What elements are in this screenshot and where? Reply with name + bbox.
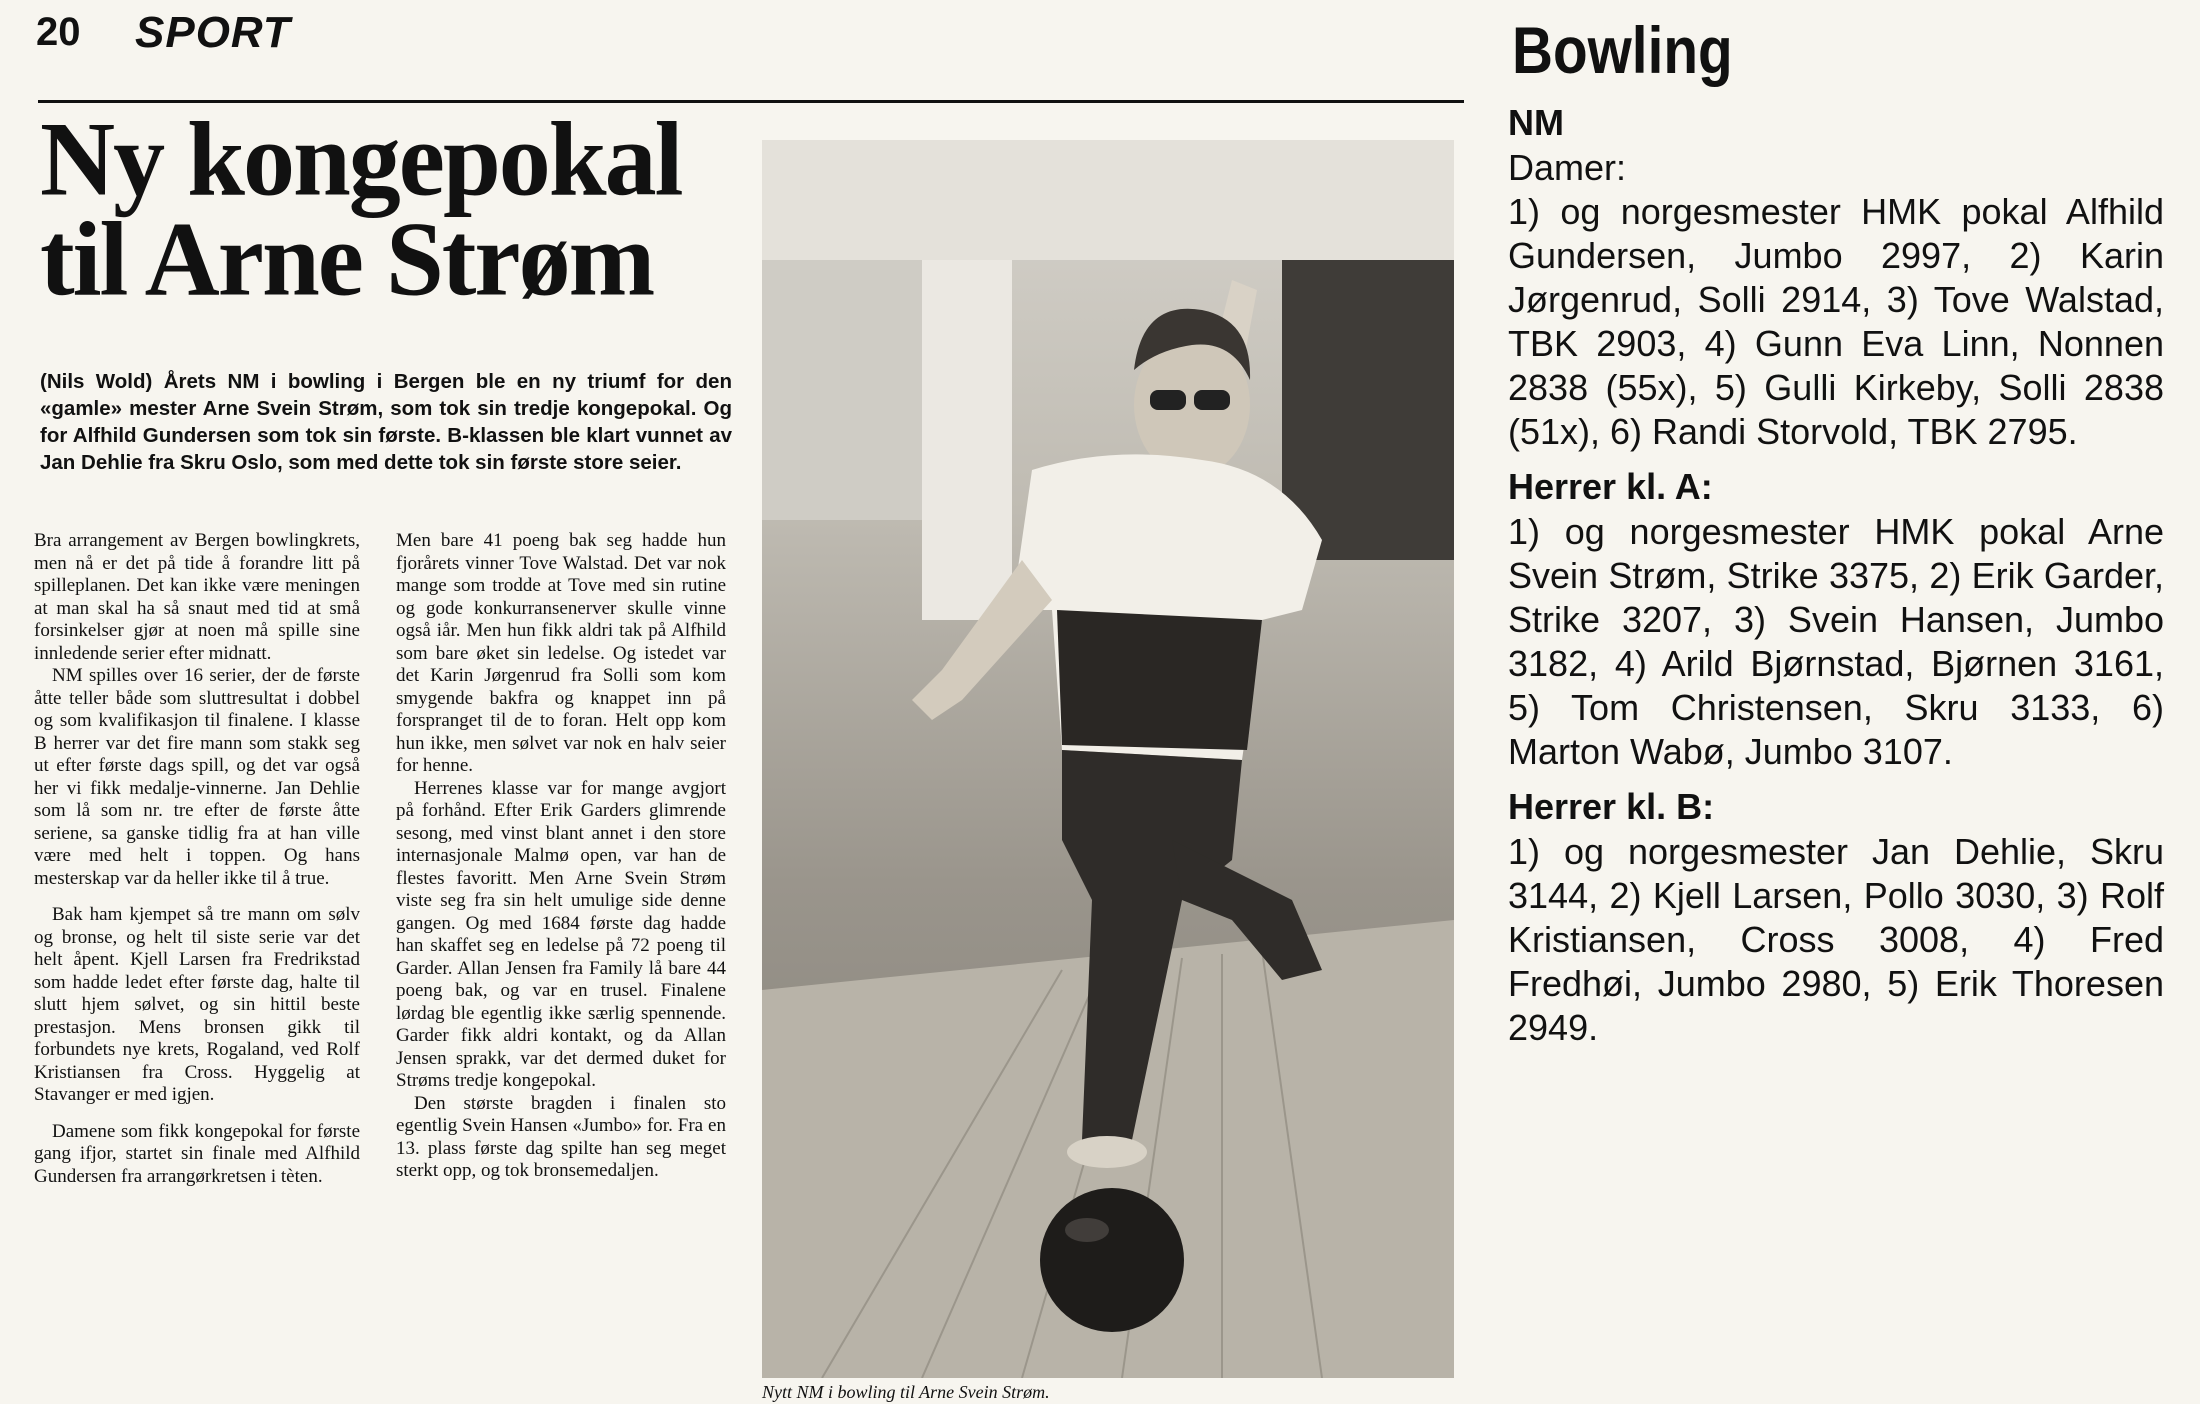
paragraph: Bra arrangement av Bergen bowlingkrets, men nå er det på tide å forandre litt på spilleplanen. Det kan ikke være meningen at man skal ha så snaut med tid at små forsinkelser gjør at noen må spille sine innledende serier efter midnatt.: [34, 530, 360, 664]
headline-line-1: Ny kongepokal: [40, 100, 682, 219]
results-group-heading: Damer:: [1508, 147, 1627, 188]
bowler-illustration: [762, 140, 1454, 1378]
paragraph: Damene som fikk kongepokal for første gang ifjor, startet sin finale med Alfhild Gundersen fra arrangørkretsen i tèten.: [34, 1120, 360, 1187]
results-group-heading: Herrer kl. B:: [1508, 786, 1715, 827]
headline-line-2: til Arne Strøm: [40, 200, 654, 319]
page-number: 20: [36, 10, 81, 54]
ceiling: [762, 140, 1454, 260]
paragraph: Den største bragden i finalen sto egentlig Svein Hansen «Jumbo» for. Fra en 13. plass første dag spilte han seg meget sterkt opp, og tok bronsemedaljen.: [396, 1092, 726, 1181]
results-group-heading: Herrer kl. A:: [1508, 466, 1713, 507]
results-group-list: 1) og norgesmester HMK pokal Alfhild Gundersen, Jumbo 2997, 2) Karin Jørgenrud, Solli 2914, 3) Tove Walstad, TBK 2903, 4) Gunn Eva Linn, Nonnen 2838 (55x), 5) Gulli Kirkeby, Solli 2838 (51x), 6) Randi Storvold, TBK 2795.: [1508, 191, 2164, 452]
article-lead: (Nils Wold) Årets NM i bowling i Bergen ble en ny triumf for den «gamle» mester Arne Svein Strøm, som tok sin tredje kongepokal. Og for Alfhild Gundersen som tok sin første. B-klassen ble klart vunnet av Jan Dehlie fra Skru Oslo, som med dette tok sin første store seier.: [40, 370, 732, 474]
results-title: Bowling: [1512, 13, 1733, 87]
bowling-ball: [1040, 1188, 1184, 1332]
article-headline: [40, 100, 740, 319]
article-column-2: [396, 530, 726, 1183]
bowler-photo: [762, 140, 1454, 1378]
paragraph: Men bare 41 poeng bak seg hadde hun fjorårets vinner Tove Walstad. Det var nok mange som trodde at Tove med sin rutine og gode konkurransenerver skulle vinne også iår. Men hun fikk aldri tak på Alfhild som bare øket sin ledelse. Og istedet var det Karin Jørgenrud fra Solli som kom smygende bakfra og knappet inn på forspranget til de to foran. Helt opp kom hun ikke, men sølvet var nok en halv seier for henne.: [396, 530, 726, 776]
pillar: [922, 260, 1012, 620]
results-group-list: 1) og norgesmester Jan Dehlie, Skru 3144, 2) Kjell Larsen, Pollo 3030, 3) Rolf Kristiansen, Cross 3008, 4) Fred Fredhøi, Jumbo 2980, 5) Erik Thoresen 2949.: [1508, 831, 2164, 1048]
results-group-list: 1) og norgesmester HMK pokal Arne Svein Strøm, Strike 3375, 2) Erik Garder, Strike 3207, 3) Svein Hansen, Jumbo 3182, 4) Arild Bjørnstad, Bjørnen 3161, 5) Tom Christensen, Skru 3133, 6) Marton Wabø, Jumbo 3107.: [1508, 511, 2164, 772]
photo-caption: Nytt NM i bowling til Arne Svein Strøm.: [762, 1382, 1050, 1402]
dark-background: [1282, 260, 1454, 560]
article-column-1: [34, 530, 360, 1188]
paragraph: Bak ham kjempet så tre mann om sølv og bronse, og helt til siste serie var det helt åpent. Kjell Larsen fra Fredrikstad som hadde ledet efter første dag, halte til slutt hjem sølvet, og sin hittil beste prestasjon. Mens bronsen gikk til forbundets nye krets, Rogaland, ved Rolf Kristiansen fra Cross. Hyggelig at Stavanger er med igjen.: [34, 904, 360, 1105]
shoe: [1067, 1136, 1147, 1168]
paragraph: NM spilles over 16 serier, der de første åtte teller både som sluttresultat i dobbel og som kvalifikasjon til finalene. I klasse B herrer var det fire mann som stakk seg ut efter første dags spill, og det var også her vi fikk medalje-vinnerne. Jan Dehlie som lå som nr. tre efter de første åtte seriene, sa ganske tidlig fra at han ville være med helt i toppen. Og hans mesterskap var da heller ikke til å true.: [34, 665, 360, 889]
paragraph: Herrenes klasse var for mange avgjort på forhånd. Efter Erik Garders glimrende sesong, med vinst blant annet i den store internasjonale Malmø open, var han de flestes favoritt. Men Arne Svein Strøm viste seg fra sin helt umulige side denne gangen. Og med 1684 første dag hadde han skaffet seg en ledelse på 72 poeng til Garder. Allan Jensen fra Family lå bare 44 poeng bak, og var en trusel. Finalene lørdag ble egentlig ikke særlig spennende. Garder fikk aldri kontakt, og da Allan Jensen sprakk, var det dermed duket for Strøms tredje kongepokal.: [396, 777, 726, 1091]
results-event: NM: [1508, 102, 1564, 143]
section-name: SPORT: [135, 8, 291, 57]
results-box: [1508, 100, 2164, 1060]
